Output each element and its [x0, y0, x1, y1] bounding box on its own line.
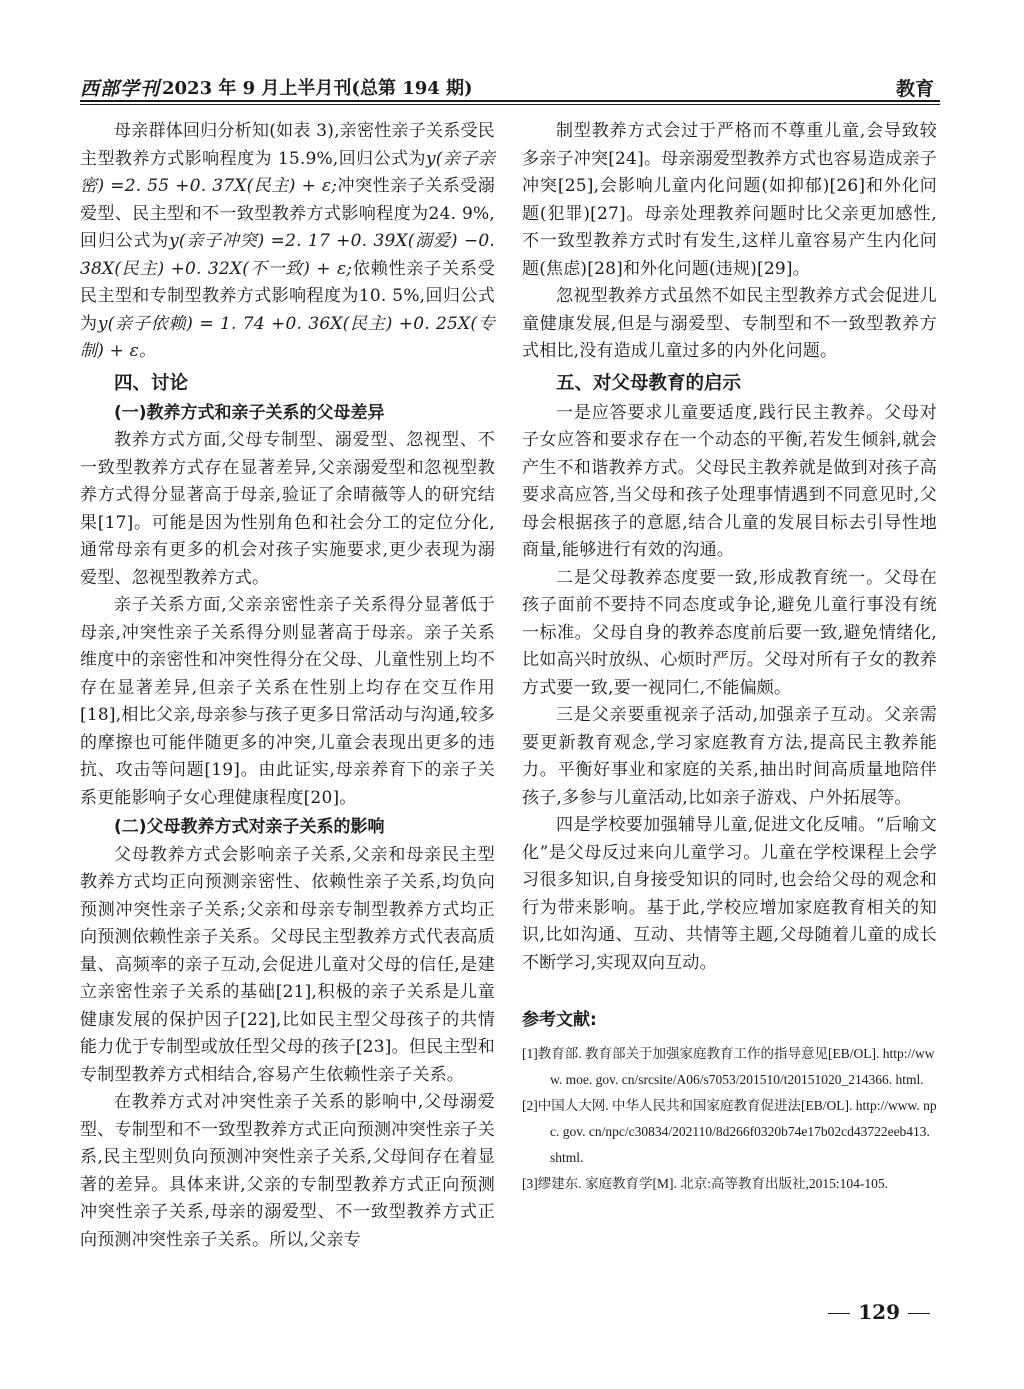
references-title: 参考文献:	[522, 1010, 597, 1030]
formula-intimacy: y(亲子亲密) =2. 55 +0. 37X(民主) + ε;	[80, 148, 495, 196]
left-column	[80, 118, 495, 1254]
paragraph-neglect-style: 忽视型教养方式虽然不如民主型教养方式会促进儿童健康发展,但是与溺爱型、专制型和不一致型教养方式相比,没有造成儿童过多的内外化问题。	[522, 286, 937, 361]
section-heading-discussion: 四、讨论	[114, 372, 189, 394]
paragraph-implication-1: 一是应答要求儿童要适度,践行民主教养。父母对子女应答和要求存在一个动态的平衡,若发生倾斜,就会产生不和谐教养方式。父母民主教养就是做到对孩子高要求高应答,当父母和孩子处理事情遇到不同意见时,父母会根据孩子的意愿,结合儿童的发展目标去引导性地商量,能够进行有效的沟通。	[522, 402, 937, 560]
paragraph-parenting-style: 教养方式方面,父母专制型、溺爱型、忽视型、不一致型教养方式存在显著差异,父亲溺爱型和忽视型教养方式得分显著高于母亲,验证了余晴薇等人的研究结果[17]。可能是因为性别角色和社会分工的定位分化,通常母亲有更多的机会对孩子实施要求,更少表现为溺爱型、忽视型教养方式。	[80, 430, 495, 588]
paragraph-implication-4: 四是学校要加强辅导儿童,促进文化反哺。“后喻文化”是父母反过来向儿童学习。儿童在学校课程上会学习很多知识,自身接受知识的同时,也会给父母的观念和行为带来影响。基于此,学校应增加家庭教育相关的知识,比如沟通、互动、共情等主题,父母随着儿童的成长不断学习,实现双向互动。	[522, 815, 937, 973]
paragraph-implication-3: 三是父亲要重视亲子活动,加强亲子互动。父亲需要更新教育观念,学习家庭教育方法,提高民主教养能力。平衡好事业和家庭的关系,抽出时间高质量地陪伴孩子,多参与儿童活动,比如亲子游戏、户外拓展等。	[522, 705, 937, 808]
page-number-text: 129	[858, 1300, 900, 1324]
page-dash-left	[828, 1313, 850, 1314]
regression-text-a: 母亲群体回归分析知(如表 3),亲密性亲子关系受民主型教养方式影响程度为 15.9%,回归公式为	[80, 121, 495, 169]
reference-item: [2]中国人大网. 中华人民共和国家庭教育促进法[EB/OL]. http://www. npc. gov. cn/npc/c30834/202110/8d266f0320b74e17b02cd43722eeb413. shtml.	[522, 1098, 937, 1165]
formula-conflict: y(亲子冲突) =2. 17 +0. 39X(溺爱) −0. 38X(民主) +0. 32X(不一致) + ε;	[80, 231, 495, 279]
subheading-style-influence: (二)父母教养方式对亲子关系的影响	[114, 817, 385, 837]
regression-text-c: 依赖性亲子关系受民主型和专制型教养方式影响程度为10. 5%,回归公式为	[80, 258, 495, 334]
right-column	[522, 118, 937, 1197]
paragraph-parent-child-relationship: 亲子关系方面,父亲亲密性亲子关系得分显著低于母亲,冲突性亲子关系得分则显著高于母亲。亲子关系维度中的亲密性和冲突性得分在父母、儿童性别上均不存在显著差异,但亲子关系在性别上均存在交互作用[18],相比父亲,母亲参与孩子更多日常活动与沟通,较多的摩擦也可能伴随更多的冲突,儿童会表现出更多的违抗、攻击等问题[19]。由此证实,母亲养育下的亲子关系更能影响子女心理健康程度[20]。	[80, 595, 495, 808]
reference-item: [3]缪建东. 家庭教育学[M]. 北京:高等教育出版社,2015:104-105.	[522, 1176, 888, 1191]
paragraph-style-influence: 父母教养方式会影响亲子关系,父亲和母亲民主型教养方式均正向预测亲密性、依赖性亲子关系,均负向预测冲突性亲子关系;父亲和母亲专制型教养方式均正向预测依赖性亲子关系。父母民主型教养方式代表高质量、高频率的亲子互动,会促进儿童对父母的信任,是建立亲密性亲子关系的基础[21],积极的亲子关系是儿童健康发展的保护因子[22],比如民主型父母孩子的共情能力优于专制型或放任型父母的孩子[23]。但民主型和专制型教养方式相结合,容易产生依赖性亲子关系。	[80, 844, 495, 1085]
regression-paragraph	[80, 118, 495, 366]
paragraph-conflict-influence: 在教养方式对冲突性亲子关系的影响中,父母溺爱型、专制型和不一致型教养方式正向预测冲突性亲子关系,民主型则负向预测冲突性亲子关系,父母间存在着显著的差异。具体来讲,父亲的专制型教养方式正向预测冲突性亲子关系,母亲的溺爱型、不一致型教养方式正向预测冲突性亲子关系。所以,父亲专	[80, 1092, 495, 1250]
regression-text-b: 冲突性亲子关系受溺爱型、民主型和不一致型教养方式影响程度为24. 9%,回归公式为	[80, 176, 495, 251]
reference-item: [1]教育部. 教育部关于加强家庭教育工作的指导意见[EB/OL]. http://www. moe. gov. cn/srcsite/A06/s7053/201510/t20151020_214366. html.	[522, 1046, 935, 1087]
journal-logo: 西部学刊	[80, 78, 161, 100]
paragraph-continued: 制型教养方式会过于严格而不尊重儿童,会导致较多亲子冲突[24]。母亲溺爱型教养方式也容易造成亲子冲突[25],会影响儿童内化问题(如抑郁)[26]和外化问题(犯罪)[27]。母亲处理教养问题时比父亲更加感性,不一致型教养方式时有发生,这样儿童容易产生内化问题(焦虑)[28]和外化问题(违规)[29]。	[522, 121, 937, 279]
page-dash-right	[908, 1313, 930, 1314]
section-label: 教育	[895, 78, 934, 100]
page-number	[820, 1300, 938, 1324]
section-heading-implications: 五、对父母教育的启示	[556, 372, 742, 394]
journal-issue: 2023 年 9 月上半月刊(总第 194 期)	[162, 78, 473, 99]
header-rule	[80, 100, 940, 105]
formula-dependence: y(亲子依赖) = 1. 74 +0. 36X(民主) +0. 25X(专制) + ε。	[80, 313, 496, 361]
paragraph-implication-2: 二是父母教养态度要一致,形成教育统一。父母在孩子面前不要持不同态度或争论,避免儿童行事没有统一标准。父母自身的教养态度前后要一致,避免情绪化,比如高兴时放纵、心烦时严厉。父母对所有子女的教养方式要一致,要一视同仁,不能偏颇。	[522, 567, 937, 698]
running-header	[80, 72, 940, 102]
subheading-parent-differences: (一)教养方式和亲子关系的父母差异	[114, 402, 385, 423]
